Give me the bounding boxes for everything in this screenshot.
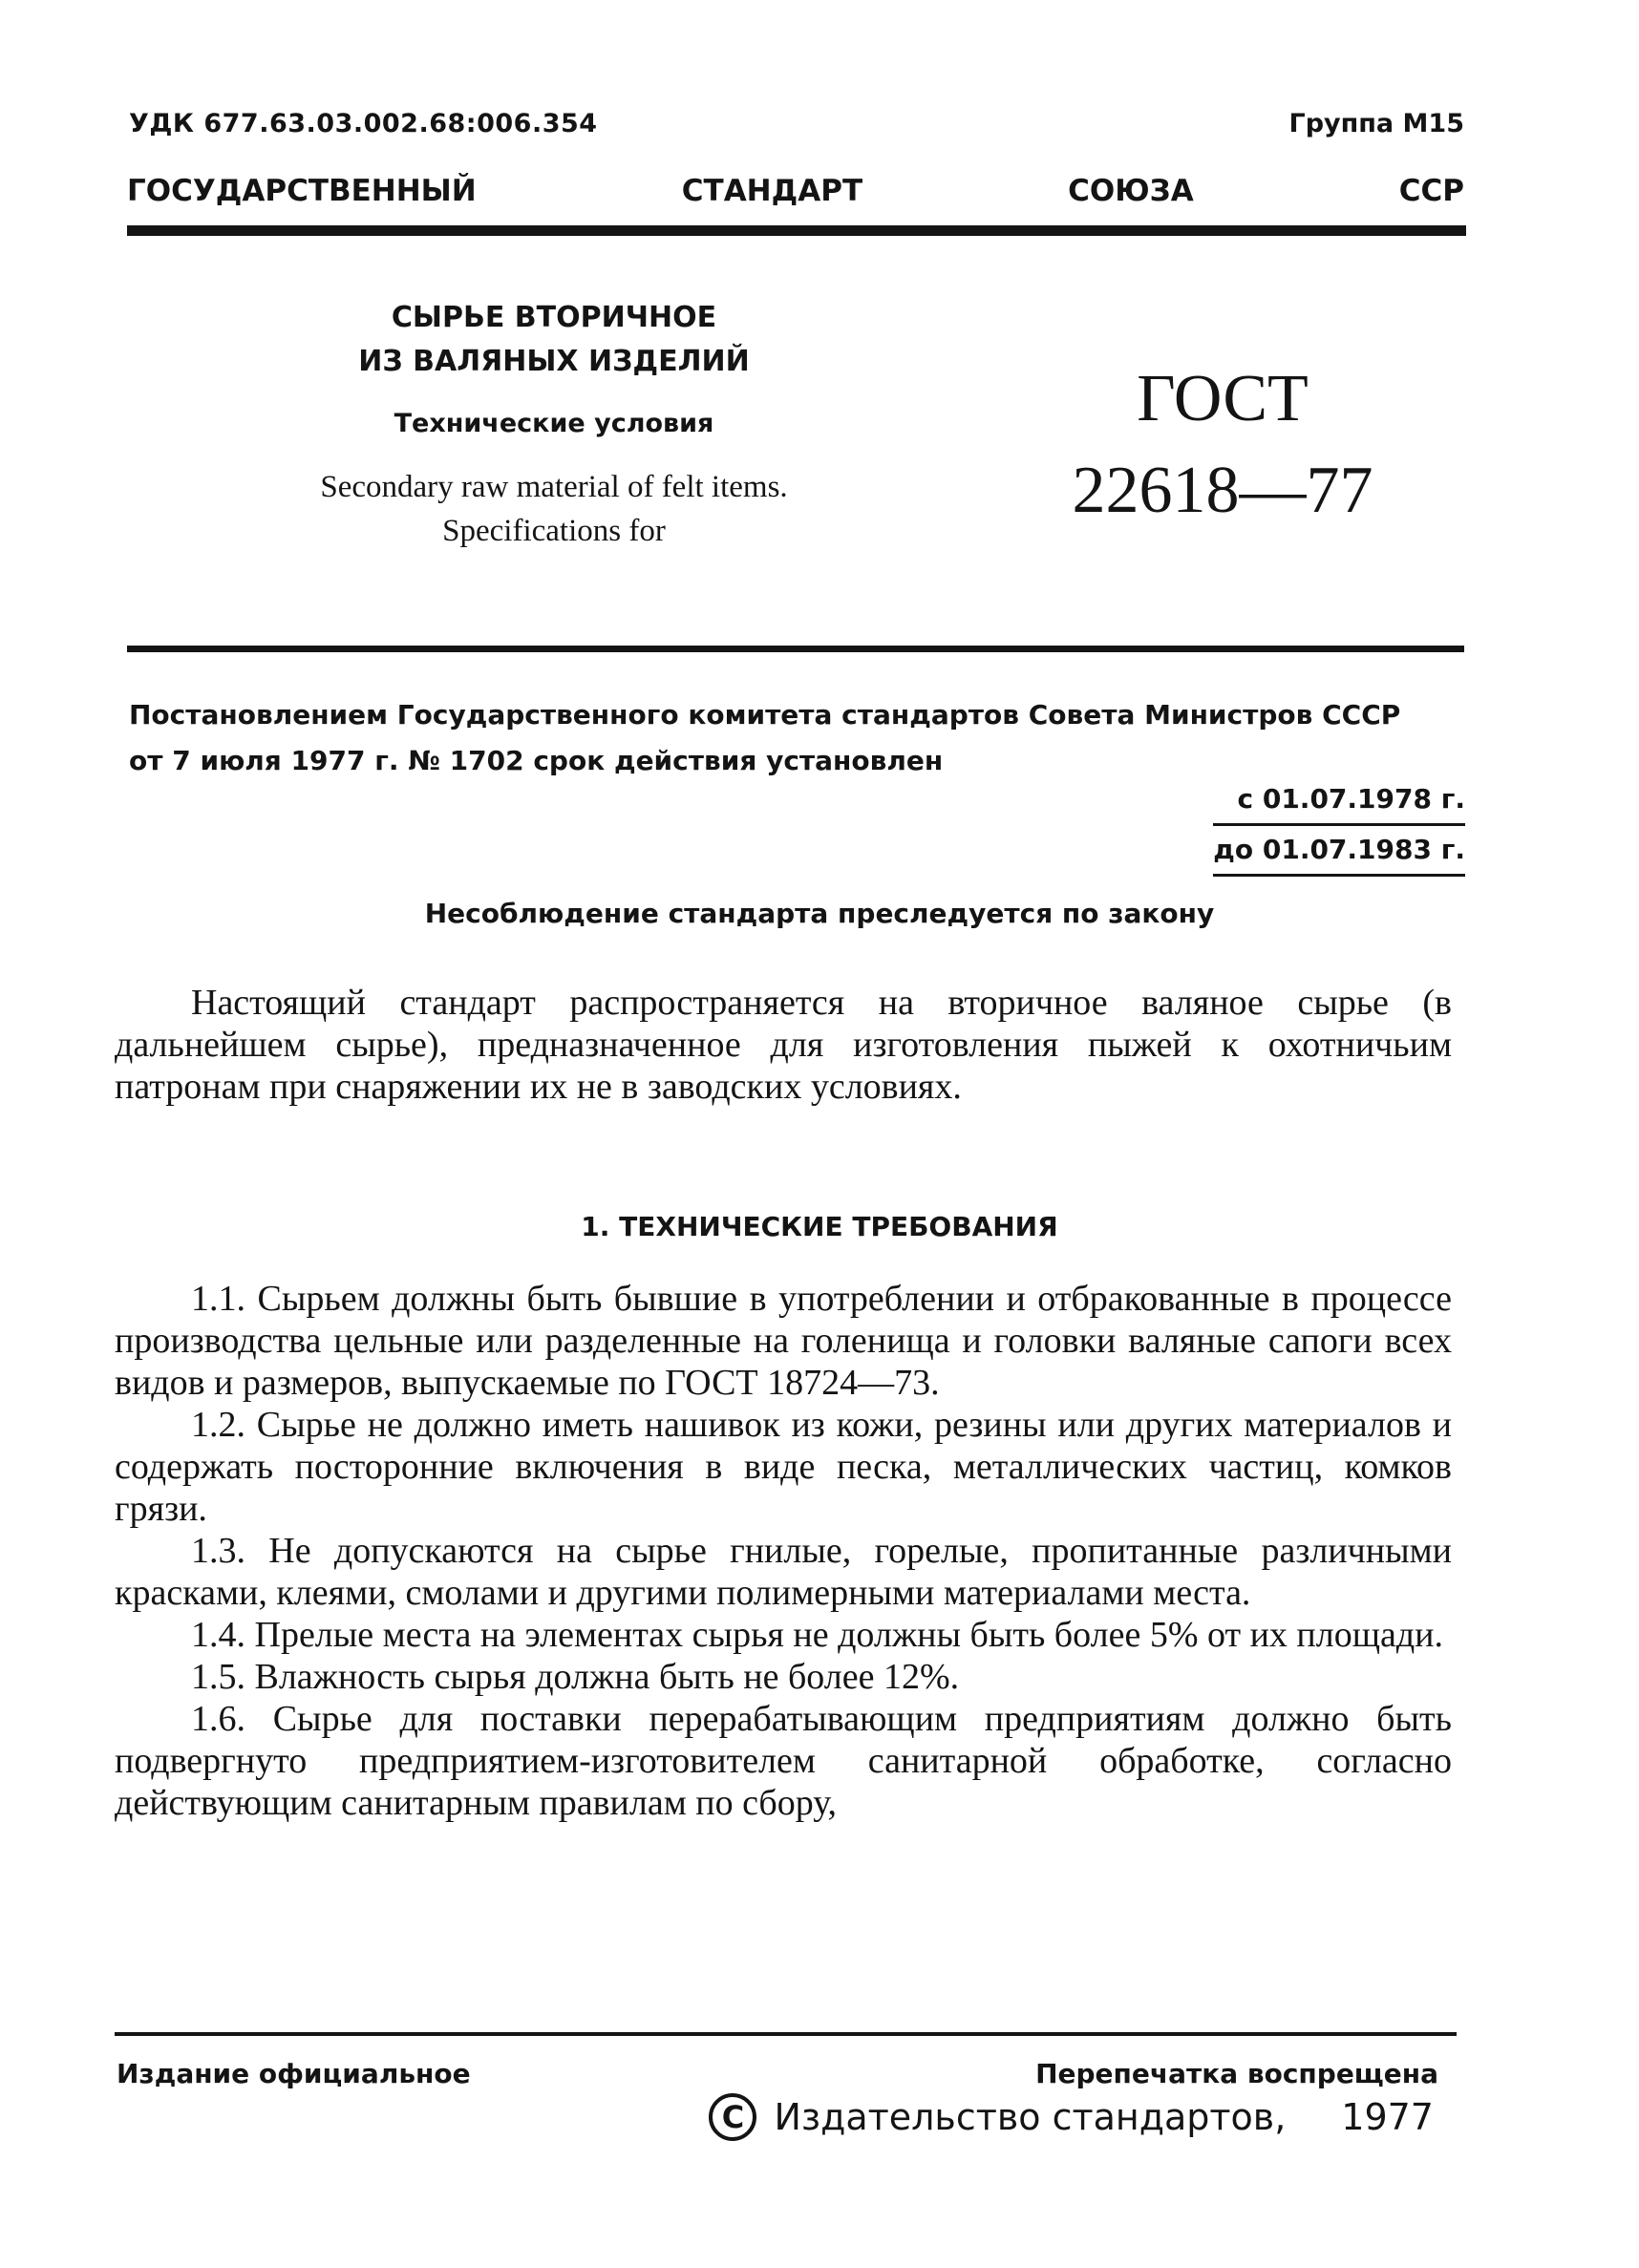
udk-code: УДК 677.63.03.002.68:006.354 — [129, 109, 598, 138]
legal-notice: Несоблюдение стандарта преследуется по закону — [424, 898, 1215, 929]
document-subtitle: Технические условия — [394, 409, 714, 438]
valid-from-date: с 01.07.1978 г. — [1237, 783, 1465, 815]
date-underline — [1213, 874, 1465, 877]
group-code: Группа М15 — [1288, 109, 1464, 138]
heading-word: СТАНДАРТ — [681, 174, 863, 208]
clause-paragraph: 1.4. Прелые места на элементах сырья не должны быть более 5% от их площади. — [191, 1615, 1444, 1655]
decree-text — [129, 692, 1466, 784]
publisher-name: Издательство стандартов, — [774, 2096, 1287, 2138]
reprint-note: Перепечатка воспрещена — [1035, 2058, 1438, 2089]
gost-number: 22618—77 — [1072, 454, 1373, 527]
title-divider — [127, 646, 1464, 652]
title-line-2: ИЗ ВАЛЯНЫХ ИЗДЕЛИЙ — [358, 345, 750, 378]
intro-paragraph — [115, 982, 1452, 1108]
publication-year: 1977 — [1341, 2096, 1434, 2138]
clause-list — [115, 1278, 1452, 1824]
section-heading: 1. ТЕХНИЧЕСКИЕ ТРЕБОВАНИЯ — [581, 1211, 1058, 1242]
footer-divider — [115, 2032, 1457, 2036]
document-title-block — [287, 296, 821, 553]
heading-word: ССР — [1398, 174, 1464, 208]
validity-dates — [1213, 775, 1465, 877]
gost-designation — [1051, 353, 1394, 537]
copyright-icon: C — [709, 2093, 756, 2141]
intro-text: Настоящий стандарт распространяется на вторичное валяное сырье (в дальнейшем сырье), предназначенное для изготовления пыжей к охотничьим патронам при снаряжении их не в заводских условиях. — [115, 983, 1452, 1107]
heading-word: СОЮЗА — [1068, 174, 1194, 208]
clause-paragraph: 1.5. Влажность сырья должна быть не более 12%. — [191, 1657, 960, 1697]
publisher-line — [709, 2093, 1434, 2141]
title-line-1: СЫРЬЕ ВТОРИЧНОЕ — [391, 301, 717, 334]
decree-line-1: Постановлением Государственного комитета стандартов Совета Министров СССР — [129, 699, 1401, 731]
valid-to-date: до 01.07.1983 г. — [1213, 834, 1465, 865]
heading-word: ГОСУДАРСТВЕННЫЙ — [127, 174, 477, 208]
state-standard-heading — [127, 174, 1464, 208]
clause-paragraph: 1.2. Сырье не должно иметь нашивок из кожи, резины или других материалов и содержать посторонние включения в виде песка, металлических частиц, комков грязи. — [115, 1405, 1452, 1529]
header-divider — [127, 225, 1466, 236]
gost-label: ГОСТ — [1137, 362, 1309, 435]
english-title-line-2: Specifications for — [442, 514, 666, 548]
clause-paragraph: 1.6. Сырье для поставки перерабатывающим предприятиям должно быть подвергнуто предприятием-изготовителем санитарной обработке, согласно действующим санитарным правилам по сбору, — [115, 1699, 1452, 1823]
decree-line-2: от 7 июля 1977 г. № 1702 срок действия установлен — [129, 745, 944, 776]
edition-note: Издание официальное — [117, 2058, 471, 2089]
english-title-line-1: Secondary raw material of felt items. — [320, 470, 788, 504]
clause-paragraph: 1.3. Не допускаются на сырье гнилые, горелые, пропитанные различными красками, клеями, смолами и другими полимерными материалами места. — [115, 1531, 1452, 1613]
clause-paragraph: 1.1. Сырьем должны быть бывшие в употреблении и отбракованные в процессе производства цельные или разделенные на голенища и головки валяные сапоги всех видов и размеров, выпускаемые по ГОСТ 18724—73. — [115, 1279, 1452, 1403]
